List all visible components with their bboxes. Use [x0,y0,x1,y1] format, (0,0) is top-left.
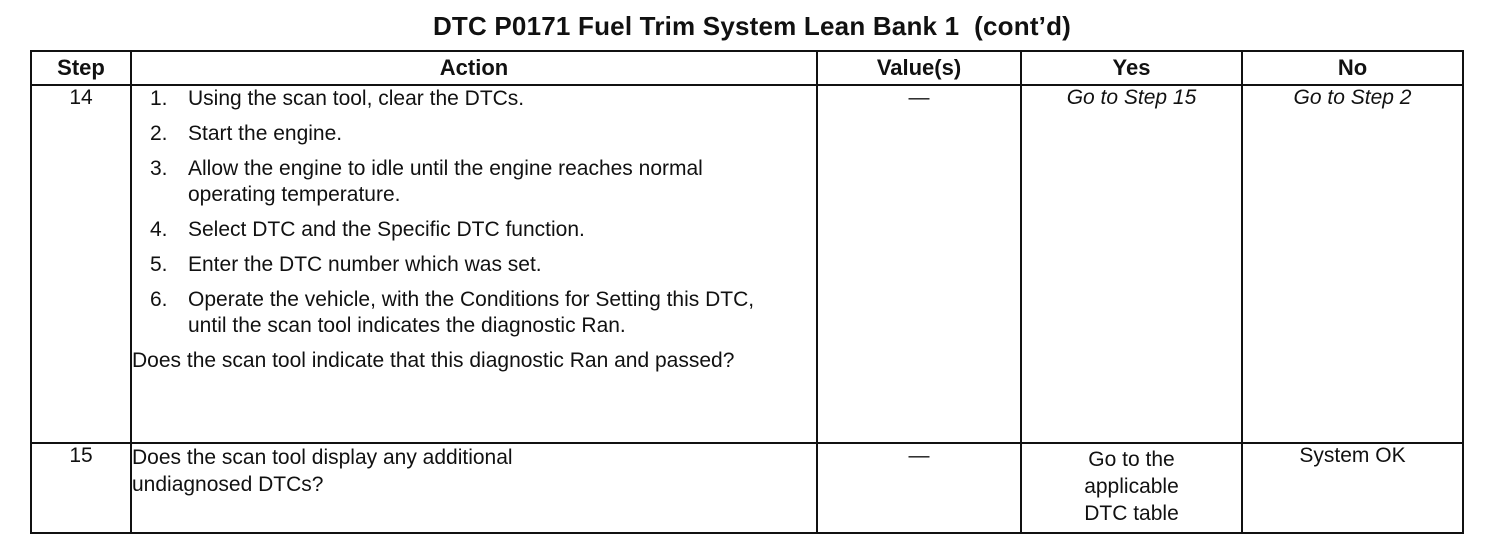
value-cell: — [817,443,1021,533]
step-item-number: 5. [150,253,168,276]
table-row [31,85,1463,443]
step-item-text: Start the engine. [188,122,343,145]
step-number: 14 [31,85,131,443]
yes-result [1021,443,1242,533]
list-item [150,287,816,339]
step-item-number: 3. [150,157,168,180]
step-item-number: 1. [150,87,168,110]
list-item [150,156,816,208]
list-item [150,86,816,112]
action-steps-list [132,86,816,339]
action-question: Does the scan tool indicate that this diagnostic Ran and passed? [132,349,735,372]
action-question: Does the scan tool display any additional undiagnosed DTCs? [131,443,817,533]
value-cell: — [817,85,1021,443]
header-yes: Yes [1021,51,1242,85]
header-action: Action [131,51,817,85]
diagnostic-table [30,50,1464,534]
list-item [150,252,816,278]
step-item-number: 4. [150,218,168,241]
step-item-text: Operate the vehicle, with the Conditions for Setting this DTC, until the scan tool indicates the diagnostic Ran. [188,288,755,337]
page-title: DTC P0171 Fuel Trim System Lean Bank 1 (cont’d) [432,11,1072,41]
header-values: Value(s) [817,51,1021,85]
yes-result: Go to Step 15 [1021,85,1242,443]
step-item-text: Enter the DTC number which was set. [188,253,542,276]
header-step: Step [31,51,131,85]
step-item-text: Using the scan tool, clear the DTCs. [188,87,525,110]
step-item-text: Allow the engine to idle until the engine reaches normal operating temperature. [188,157,703,206]
step-number: 15 [31,443,131,533]
no-result: Go to Step 2 [1242,85,1463,443]
step-item-number: 6. [150,288,168,311]
step-item-number: 2. [150,122,168,145]
list-item [150,217,816,243]
table-header-row [31,51,1463,85]
table-row [31,443,1463,533]
header-no: No [1242,51,1463,85]
list-item [150,121,816,147]
action-cell [131,85,817,443]
no-result: System OK [1242,443,1463,533]
step-item-text: Select DTC and the Specific DTC function. [188,218,585,241]
yes-result-text: Go to the applicable DTC table [1084,448,1179,525]
